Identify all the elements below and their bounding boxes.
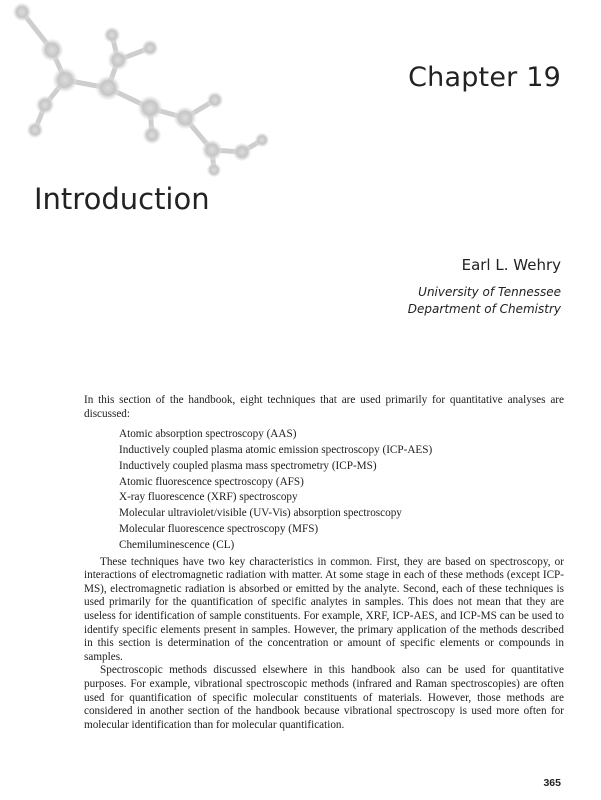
technique-item: Atomic fluorescence spectroscopy (AFS) xyxy=(119,475,304,488)
technique-item: Inductively coupled plasma mass spectrometry (ICP-MS) xyxy=(119,459,377,472)
technique-item: X-ray fluorescence (XRF) spectroscopy xyxy=(119,491,298,504)
technique-item: Chemiluminescence (CL) xyxy=(119,538,235,551)
chapter-label: Chapter 19 xyxy=(408,62,561,93)
technique-item: Atomic absorption spectroscopy (AAS) xyxy=(119,428,297,441)
molecule-illustration xyxy=(0,0,300,180)
body-text xyxy=(84,394,564,732)
techniques-list xyxy=(119,427,564,553)
intro-paragraph: In this section of the handbook, eight techniques that are used primarily for quantitative analyses are discussed: xyxy=(84,394,564,420)
author-name: Earl L. Wehry xyxy=(461,256,561,274)
paragraph-characteristics: These techniques have two key characteristics in common. First, they are based on spectroscopy, or interactions of electromagnetic radiation with matter. At some stage in each of these methods (except ICP-MS), electromagnetic radiation is absorbed or emitted by the analyte. Second, each of these techniques is used primarily for the quantification of specific analytes in samples. This does not mean that they are useless for identification of sample constituents. For example, XRF, ICP-AES, and ICP-MS can be used to identify specific elements present in samples. However, the primary application of the methods described in this section is determination of the concentration or amount of specific elements or compounds in samples. xyxy=(84,555,564,663)
paragraph-other-methods: Spectroscopic methods discussed elsewhere in this handbook also can be used for quantitative purposes. For example, vibrational spectroscopic methods (infrared and Raman spectroscopies) are often used for quantification of specific molecular constituents of materials. However, those methods are considered in another section of the handbook because vibrational spectroscopy is used more often for molecular identification than for molecular quantification. xyxy=(84,664,564,731)
chapter-title: Introduction xyxy=(34,182,210,216)
technique-item: Inductively coupled plasma atomic emission spectroscopy (ICP-AES) xyxy=(119,443,433,456)
author-department: Department of Chemistry xyxy=(407,302,561,316)
page-number: 365 xyxy=(543,777,561,789)
technique-item: Molecular fluorescence spectroscopy (MFS) xyxy=(119,522,319,535)
technique-item: Molecular ultraviolet/visible (UV-Vis) absorption spectroscopy xyxy=(119,507,402,520)
author-university: University of Tennessee xyxy=(418,285,561,299)
